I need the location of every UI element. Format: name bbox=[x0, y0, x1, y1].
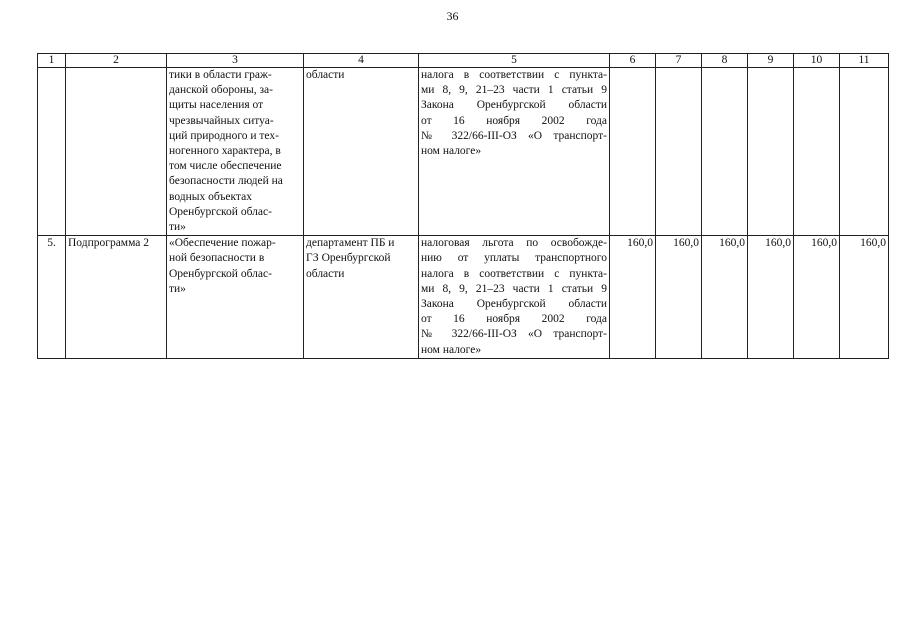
description-line: ти» bbox=[169, 221, 186, 234]
executor-line: ГЗ Оренбургской bbox=[306, 252, 391, 265]
measure-line: ми 8, 9, 21–23 части 1 статьи 9 bbox=[421, 282, 607, 295]
description-cell bbox=[167, 236, 304, 359]
description-line: тики в области граж- bbox=[169, 69, 272, 81]
value-cell bbox=[840, 68, 889, 236]
value-cell: 160,0 bbox=[702, 236, 748, 359]
executor-line: области bbox=[306, 69, 345, 81]
measure-line: ном налоге» bbox=[421, 343, 482, 356]
description-line: ти» bbox=[169, 282, 186, 295]
description-line: том числе обеспечение bbox=[169, 160, 282, 173]
measure-line: № 322/66-III-ОЗ «О транспорт- bbox=[421, 328, 607, 341]
measure-line: Закона Оренбургской области bbox=[421, 298, 607, 311]
measure-line: налога в соответствии с пункта- bbox=[421, 267, 607, 280]
description-line: щиты населения от bbox=[169, 99, 264, 112]
value-cell bbox=[656, 68, 702, 236]
table-row bbox=[38, 236, 889, 359]
header-cell: 9 bbox=[748, 54, 794, 68]
header-cell: 4 bbox=[304, 54, 419, 68]
description-line: «Обеспечение пожар- bbox=[169, 237, 276, 250]
description-line: данской обороны, за- bbox=[169, 84, 273, 97]
value-cell: 160,0 bbox=[656, 236, 702, 359]
description-cell bbox=[167, 68, 304, 236]
measure-line: от 16 ноября 2002 года bbox=[421, 114, 607, 127]
measure-line: налога в соответствии с пункта- bbox=[421, 69, 607, 81]
measure-line: налоговая льгота по освобожде- bbox=[421, 237, 607, 250]
description-line: ций природного и тех- bbox=[169, 129, 279, 142]
table-row bbox=[38, 68, 889, 236]
header-cell: 8 bbox=[702, 54, 748, 68]
value-cell bbox=[610, 68, 656, 236]
value-cell: 160,0 bbox=[840, 236, 889, 359]
value-cell: 160,0 bbox=[748, 236, 794, 359]
budget-table bbox=[37, 53, 889, 359]
description-line: водных объектах bbox=[169, 190, 252, 203]
description-line: ной безопасности в bbox=[169, 252, 265, 265]
measure-line: ми 8, 9, 21–23 части 1 статьи 9 bbox=[421, 84, 607, 97]
value-cell: 160,0 bbox=[794, 236, 840, 359]
description-line: безопасности людей на bbox=[169, 175, 283, 188]
description-line: чрезвычайных ситуа- bbox=[169, 114, 274, 127]
value-cell bbox=[794, 68, 840, 236]
measure-cell bbox=[419, 236, 610, 359]
executor-cell bbox=[304, 68, 419, 236]
measure-line: от 16 ноября 2002 года bbox=[421, 313, 607, 326]
header-cell: 10 bbox=[794, 54, 840, 68]
measure-cell bbox=[419, 68, 610, 236]
measure-line: ном налоге» bbox=[421, 145, 482, 158]
description-line: ногенного характера, в bbox=[169, 145, 281, 158]
header-cell: 11 bbox=[840, 54, 889, 68]
header-cell: 2 bbox=[66, 54, 167, 68]
measure-line: нию от уплаты транспортного bbox=[421, 252, 607, 265]
row-number-cell bbox=[38, 68, 66, 236]
row-name-cell: Подпрограмма 2 bbox=[66, 236, 167, 359]
page-number: 36 bbox=[446, 9, 459, 23]
header-row bbox=[38, 54, 889, 68]
executor-line: департамент ПБ и bbox=[306, 237, 395, 250]
header-cell: 3 bbox=[167, 54, 304, 68]
header-cell: 5 bbox=[419, 54, 610, 68]
description-line: Оренбургской облас- bbox=[169, 267, 272, 280]
header-cell: 1 bbox=[38, 54, 66, 68]
value-cell bbox=[748, 68, 794, 236]
value-cell: 160,0 bbox=[610, 236, 656, 359]
measure-line: № 322/66-III-ОЗ «О транспорт- bbox=[421, 129, 607, 142]
value-cell bbox=[702, 68, 748, 236]
measure-line: Закона Оренбургской области bbox=[421, 99, 607, 112]
executor-cell bbox=[304, 236, 419, 359]
header-cell: 7 bbox=[656, 54, 702, 68]
row-number-cell: 5. bbox=[38, 236, 66, 359]
header-cell: 6 bbox=[610, 54, 656, 68]
row-name-cell bbox=[66, 68, 167, 236]
executor-line: области bbox=[306, 267, 345, 280]
description-line: Оренбургской облас- bbox=[169, 205, 272, 218]
